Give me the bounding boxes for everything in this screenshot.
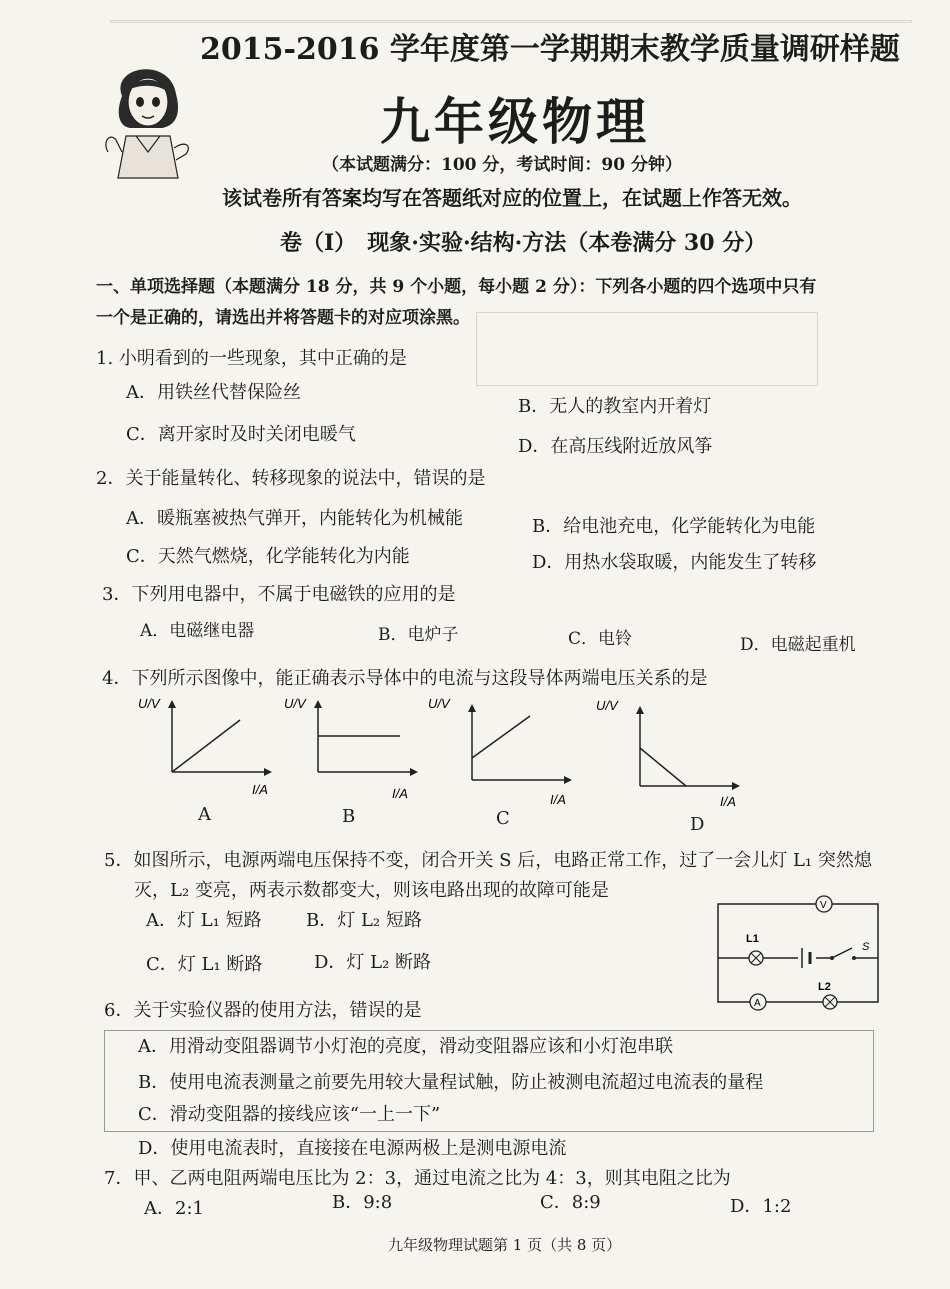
question-5-stem-line1: 5．如图所示，电源两端电压保持不变，闭合开关 S 后，电路正常工作，过了一会儿灯 L₁ 突然熄 (104, 850, 872, 871)
graph-c-xlabel: I/A (550, 792, 566, 807)
question-1-option-b: B．无人的教室内开着灯 (518, 396, 712, 417)
question-7-option-b: B．9:8 (332, 1192, 393, 1213)
voltmeter-label: V (820, 900, 827, 911)
question-7-option-a: A．2:1 (144, 1198, 204, 1219)
bleed-through-table (476, 312, 818, 386)
graph-d-letter: D (690, 814, 705, 835)
question-7-stem: 7．甲、乙两电阻两端电压比为 2：3，通过电流之比为 4：3，则其电阻之比为 (104, 1168, 731, 1189)
section-instructions-line1: 一、单项选择题（本题满分 18 分，共 9 个小题，每小题 2 分）：下列各小题的四个选项中只有 (96, 277, 817, 297)
question-7-option-c: C．8:9 (540, 1192, 601, 1213)
question-6-stem: 6．关于实验仪器的使用方法，错误的是 (104, 1000, 422, 1021)
question-6-option-b: B．使用电流表测量之前要先用较大量程试触，防止被测电流超过电流表的量程 (138, 1072, 764, 1093)
graph-a-ylabel: U/V (138, 696, 160, 711)
switch-s-label: S (862, 941, 870, 953)
graph-b-ylabel: U/V (284, 696, 306, 711)
question-2-option-d: D．用热水袋取暖，内能发生了转移 (532, 552, 817, 573)
question-1-option-d: D．在高压线附近放风筝 (518, 436, 713, 457)
question-2-option-c: C．天然气燃烧，化学能转化为内能 (126, 546, 410, 567)
page-footer: 九年级物理试题第 1 页（共 8 页） (388, 1236, 622, 1254)
question-6-option-a: A．用滑动变阻器调节小灯泡的亮度，滑动变阻器应该和小灯泡串联 (138, 1036, 673, 1057)
question-6-option-c: C．滑动变阻器的接线应该“一上一下” (138, 1104, 441, 1125)
question-3-option-a: A．电磁继电器 (140, 621, 255, 641)
question-3-option-d: D．电磁起重机 (740, 635, 856, 655)
question-5-option-b: B．灯 L₂ 短路 (306, 910, 422, 931)
question-2-option-b: B．给电池充电，化学能转化为电能 (532, 516, 816, 537)
question-2-stem: 2．关于能量转化、转移现象的说法中，错误的是 (96, 468, 486, 489)
mascot-girl-illustration (100, 56, 196, 178)
graph-d (596, 698, 764, 828)
question-3-stem: 3．下列用电器中，不属于电磁铁的应用的是 (102, 584, 456, 605)
graph-c-letter: C (496, 808, 510, 829)
question-3-option-c: C．电铃 (568, 629, 633, 649)
graph-b-letter: B (342, 806, 356, 827)
circuit-diagram (712, 892, 884, 1012)
exam-info: （本试题满分：100 分，考试时间：90 分钟） (322, 155, 682, 175)
ammeter-label: A (754, 998, 761, 1009)
lamp-l1-label: L1 (746, 933, 759, 945)
section-instructions-line2: 一个是正确的，请选出并将答题卡的对应项涂黑。 (96, 308, 470, 328)
question-5-stem-line2: 灭，L₂ 变亮，两表示数都变大，则该电路出现的故障可能是 (134, 880, 609, 901)
question-5-option-c: C．灯 L₁ 断路 (146, 954, 263, 975)
question-5-option-a: A．灯 L₁ 短路 (146, 910, 262, 931)
question-7-option-d: D．1:2 (730, 1196, 792, 1217)
question-4-stem: 4．下列所示图像中，能正确表示导体中的电流与这段导体两端电压关系的是 (102, 668, 708, 689)
bleed-through-line (110, 20, 912, 23)
graph-d-ylabel: U/V (596, 698, 618, 713)
graph-c (428, 696, 596, 826)
question-1-option-c: C．离开家时及时关闭电暖气 (126, 424, 356, 445)
graph-d-xlabel: I/A (720, 794, 736, 809)
volume-heading: 卷（I） 现象·实验·结构·方法（本卷满分 30 分） (280, 230, 767, 256)
lamp-l2-label: L2 (818, 981, 831, 993)
question-3-option-b: B．电炉子 (378, 625, 459, 645)
question-5-option-d: D．灯 L₂ 断路 (314, 952, 432, 973)
graph-a-letter: A (198, 804, 211, 825)
graph-b (282, 692, 442, 822)
graph-a (136, 692, 296, 822)
exam-title: 2015-2016 学年度第一学期期末教学质量调研样题 (200, 32, 900, 67)
exam-subject: 九年级物理 (380, 92, 650, 151)
question-1-option-a: A．用铁丝代替保险丝 (126, 382, 301, 403)
question-1-stem: 1. 小明看到的一些现象，其中正确的是 (96, 348, 407, 369)
graph-b-xlabel: I/A (392, 786, 408, 801)
exam-note: 该试卷所有答案均写在答题纸对应的位置上，在试题上作答无效。 (222, 186, 802, 210)
graph-c-ylabel: U/V (428, 696, 450, 711)
graph-a-xlabel: I/A (252, 782, 268, 797)
question-6-option-d: D．使用电流表时，直接接在电源两极上是测电源电流 (138, 1138, 567, 1159)
question-2-option-a: A．暖瓶塞被热气弹开，内能转化为机械能 (126, 508, 463, 529)
